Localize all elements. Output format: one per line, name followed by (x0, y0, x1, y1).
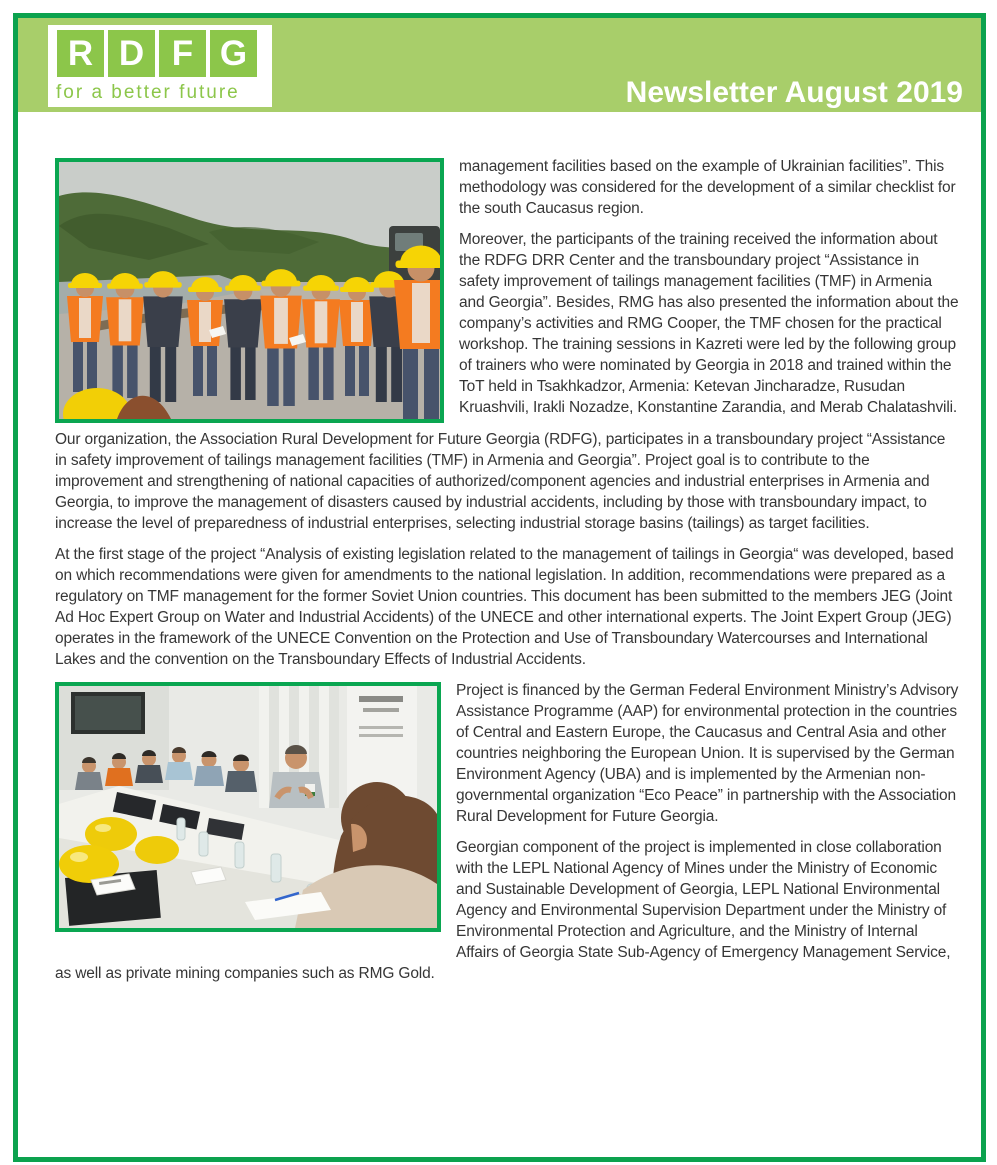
page-border-frame (13, 13, 986, 1162)
field-training-photo (55, 158, 444, 423)
section-project (55, 680, 960, 984)
paragraph: Georgian component of the project is implemented in close collaboration with the LEPL National Agency of Mines under the Ministry of Economic and Sustainable Development of Georgia, LEPL National Environmental Agency and Environmental Supervision Department under the Ministry of Environmental Protection and Agriculture, and the Ministry of Internal Affairs of Georgia State Sub-Agency of Emergency Management Service, as well as private mining companies such as RMG Gold. (55, 839, 951, 982)
paragraph: Moreover, the participants of the training received the information about the RDFG DRR Center and the transboundary project “Assistance in safety improvement of tailings management facilities (TMF) in Armenia and Georgia”. Besides, RMG has also presented the information about the company’s activities and RMG Cooper, the TMF chosen for the practical workshop. The training sessions in Kazreti were led by the following group of trainers who were nominated by Georgia in 2018 and trained within the ToT held in Tsakhkadzor, Armenia: Ketevan Jincharadze, Rusudan Kruashvili, Irakli Nozadze, Konstantine Zarandia, and Merab Chalatashvili. (459, 231, 959, 416)
logo-letter-tiles (57, 30, 272, 77)
logo-tile-g: G (210, 30, 257, 77)
conference-meeting-illustration (59, 686, 437, 928)
paragraph: Our organization, the Association Rural Development for Future Georgia (RDFG), participates in a transboundary project “Assistance in safety improvement of tailings management facilities (TMF) in Armenia and Georgia”. Project goal is to contribute to the improvement and strengthening of national capacities of authorized/component agencies and industrial enterprises in Armenia and Georgia, to improve the management of disasters caused by industrial accidents, including by those with transboundary impact, to increase the level of preparedness of industrial enterprises, selecting industrial storage basins (tailings) as target facilities. (55, 431, 946, 532)
article-content (55, 156, 960, 994)
rdfg-logo (48, 25, 272, 107)
paragraph: management facilities based on the example of Ukrainian facilities”. This methodology was considered for the development of a similar checklist for the south Caucasus region. (459, 158, 956, 217)
paragraph: Project is financed by the German Federal Environment Ministry’s Advisory Assistance Programme (AAP) for environmental protection in the countries of Central and Eastern Europe, the Caucasus and Central Asia and other countries neighboring the European Union. It is supervised by the German Environment Agency (UBA) and is implemented by the Armenian non-governmental organization “Eco Peace” in partnership with the Association Rural Development for Future Georgia. (456, 682, 959, 825)
logo-tile-f: F (159, 30, 206, 77)
field-training-illustration (59, 162, 440, 419)
logo-tile-r: R (57, 30, 104, 77)
logo-tile-d: D (108, 30, 155, 77)
header-banner (18, 18, 981, 112)
conference-meeting-photo (55, 682, 441, 932)
logo-tagline: for a better future (56, 82, 240, 103)
paragraph: At the first stage of the project “Analysis of existing legislation related to the management of tailings in Georgia“ was developed, based on which recommendations were given for amendments to the national legislation. In addition, recommendations were prepared as a regulatory on TMF management for the former Soviet Union countries. This document has been submitted to the members JEG (Joint Ad Hoc Expert Group on Water and Industrial Accidents) of the UNECE and other international experts. The Joint Expert Group (JEG) operates in the framework of the UNECE Convention on the Protection and Use of Transboundary Watercourses and International Lakes and the convention on the Transboundary Effects of Industrial Accidents. (55, 546, 954, 668)
newsletter-title: Newsletter August 2019 (625, 76, 963, 109)
section-training (55, 156, 960, 418)
